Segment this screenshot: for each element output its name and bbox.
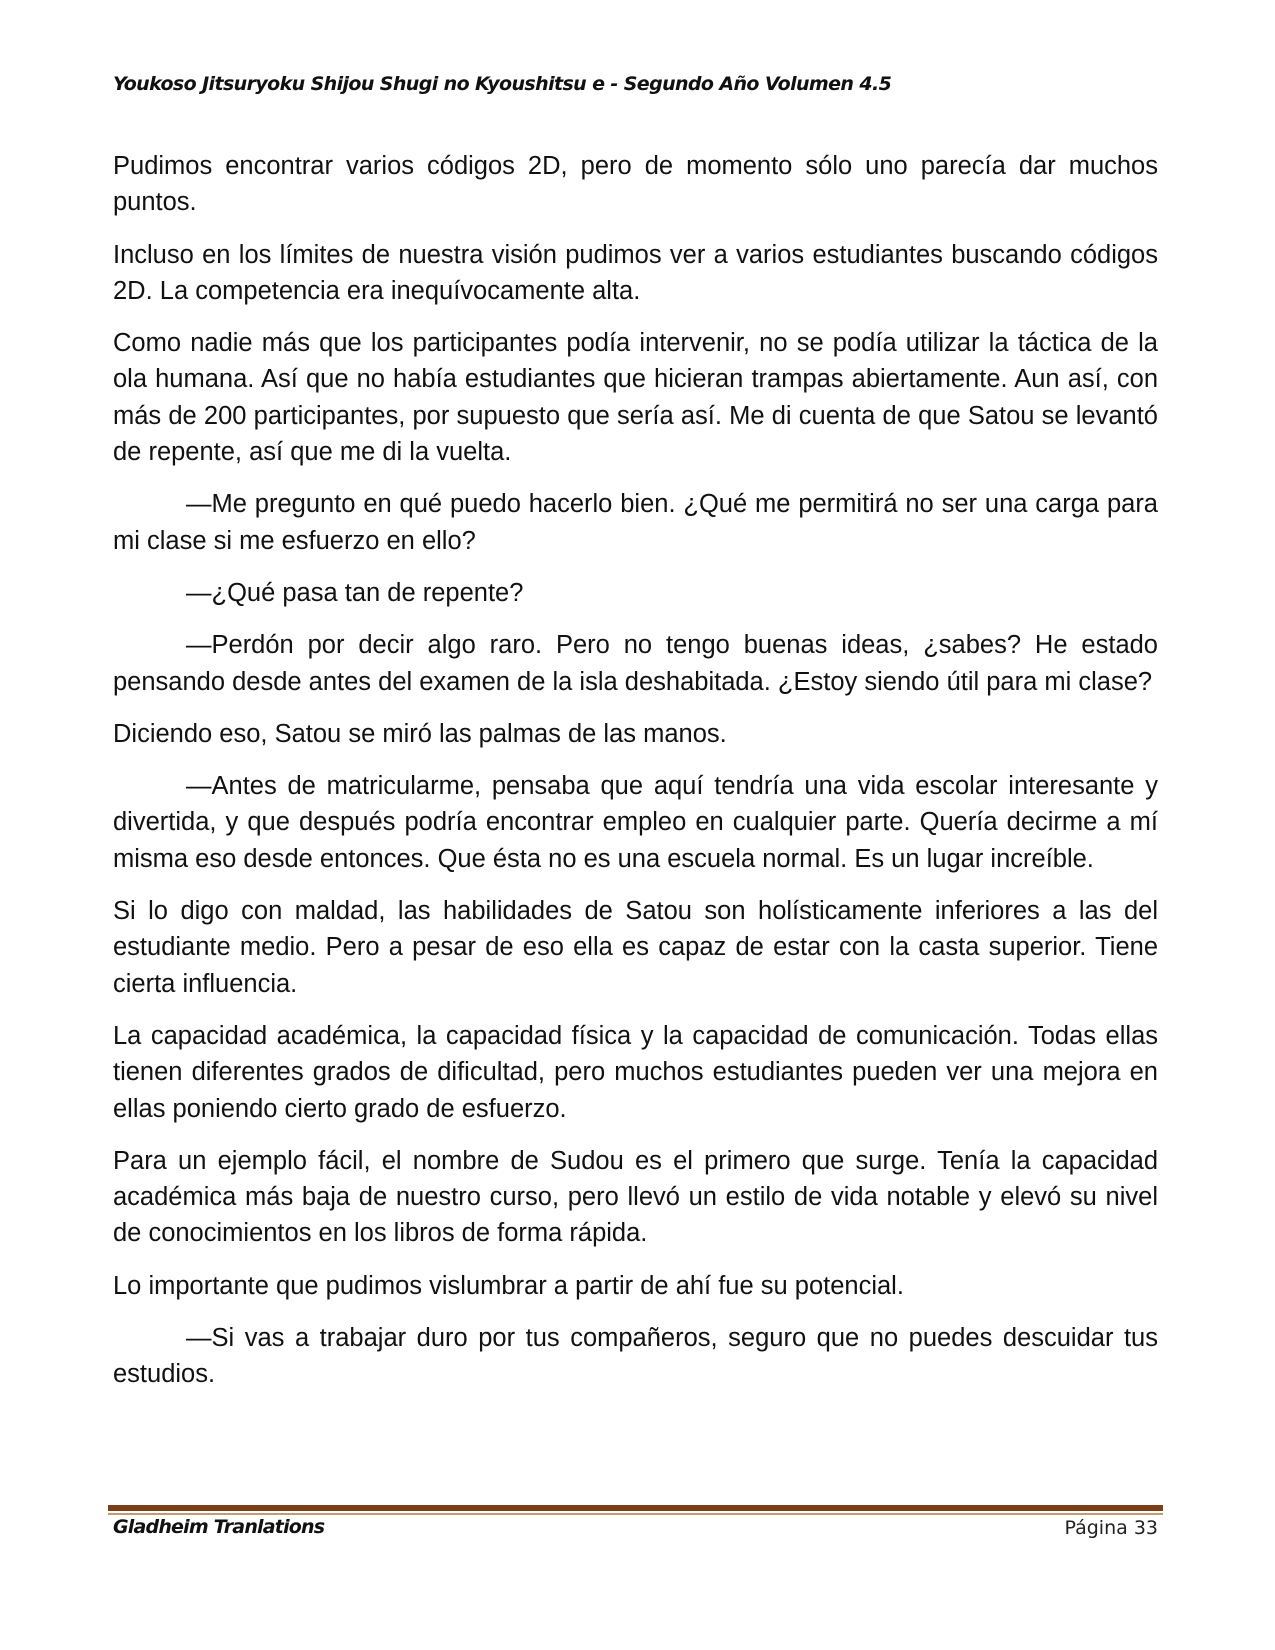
page-body	[113, 148, 1158, 1409]
paragraph: Diciendo eso, Satou se miró las palmas de las manos.	[113, 719, 727, 748]
running-header: Youkoso Jitsuryoku Shijou Shugi no Kyoushitsu e - Segundo Año Volumen 4.5	[113, 73, 892, 95]
page-number-value: 33	[1133, 1517, 1158, 1539]
footer-publisher: Gladheim Tranlations	[113, 1516, 325, 1538]
paragraph: La capacidad académica, la capacidad física y la capacidad de comunicación. Todas ellas tienen diferentes grados de dificultad, pero muchos estudiantes pueden ver una mejora en ellas poniendo cierto grado de esfuerzo.	[113, 1021, 1158, 1123]
paragraph: Como nadie más que los participantes podía intervenir, no se podía utilizar la táctica de la ola humana. Así que no había estudiantes que hicieran trampas abiertamente. Aun así, con más de 200 participantes, por supuesto que sería así. Me di cuenta de que Satou se levantó de repente, así que me di la vuelta.	[113, 329, 1158, 467]
paragraph: Pudimos encontrar varios códigos 2D, pero de momento sólo uno parecía dar muchos puntos.	[113, 152, 1158, 217]
dialogue-paragraph: —Si vas a trabajar duro por tus compañeros, seguro que no puedes descuidar tus estudios.	[113, 1324, 1158, 1389]
paragraph: Para un ejemplo fácil, el nombre de Sudou es el primero que surge. Tenía la capacidad académica más baja de nuestro curso, pero llevó un estilo de vida notable y elevó su nivel de conocimientos en los libros de forma rápida.	[113, 1146, 1158, 1248]
paragraph: Si lo digo con maldad, las habilidades de Satou son holísticamente inferiores a las del estudiante medio. Pero a pesar de eso ella es capaz de estar con la casta superior. Tiene cierta influencia.	[113, 897, 1158, 998]
dialogue-paragraph: —Antes de matricularme, pensaba que aquí tendría una vida escolar interesante y divertida, y que después podría encontrar empleo en cualquier parte. Quería decirme a mí misma eso desde entonces. Que ésta no es una escuela normal. Es un lugar increíble.	[113, 772, 1158, 873]
paragraph: Lo importante que pudimos vislumbrar a partir de ahí fue su potencial.	[113, 1271, 904, 1300]
page-label: Página	[1064, 1517, 1128, 1539]
paragraph: Incluso en los límites de nuestra visión pudimos ver a varios estudiantes buscando códigos 2D. La competencia era inequívocamente alta.	[113, 240, 1158, 305]
dialogue-paragraph: —¿Qué pasa tan de repente?	[186, 578, 524, 607]
dialogue-paragraph: —Perdón por decir algo raro. Pero no tengo buenas ideas, ¿sabes? He estado pensando desde antes del examen de la isla deshabitada. ¿Estoy siendo útil para mi clase?	[113, 631, 1158, 696]
dialogue-paragraph: —Me pregunto en qué puedo hacerlo bien. ¿Qué me permitirá no ser una carga para mi clase si me esfuerzo en ello?	[113, 490, 1158, 555]
footer-rule	[108, 1505, 1163, 1511]
footer-rule-thin	[108, 1513, 1163, 1515]
page-number	[1064, 1517, 1158, 1539]
